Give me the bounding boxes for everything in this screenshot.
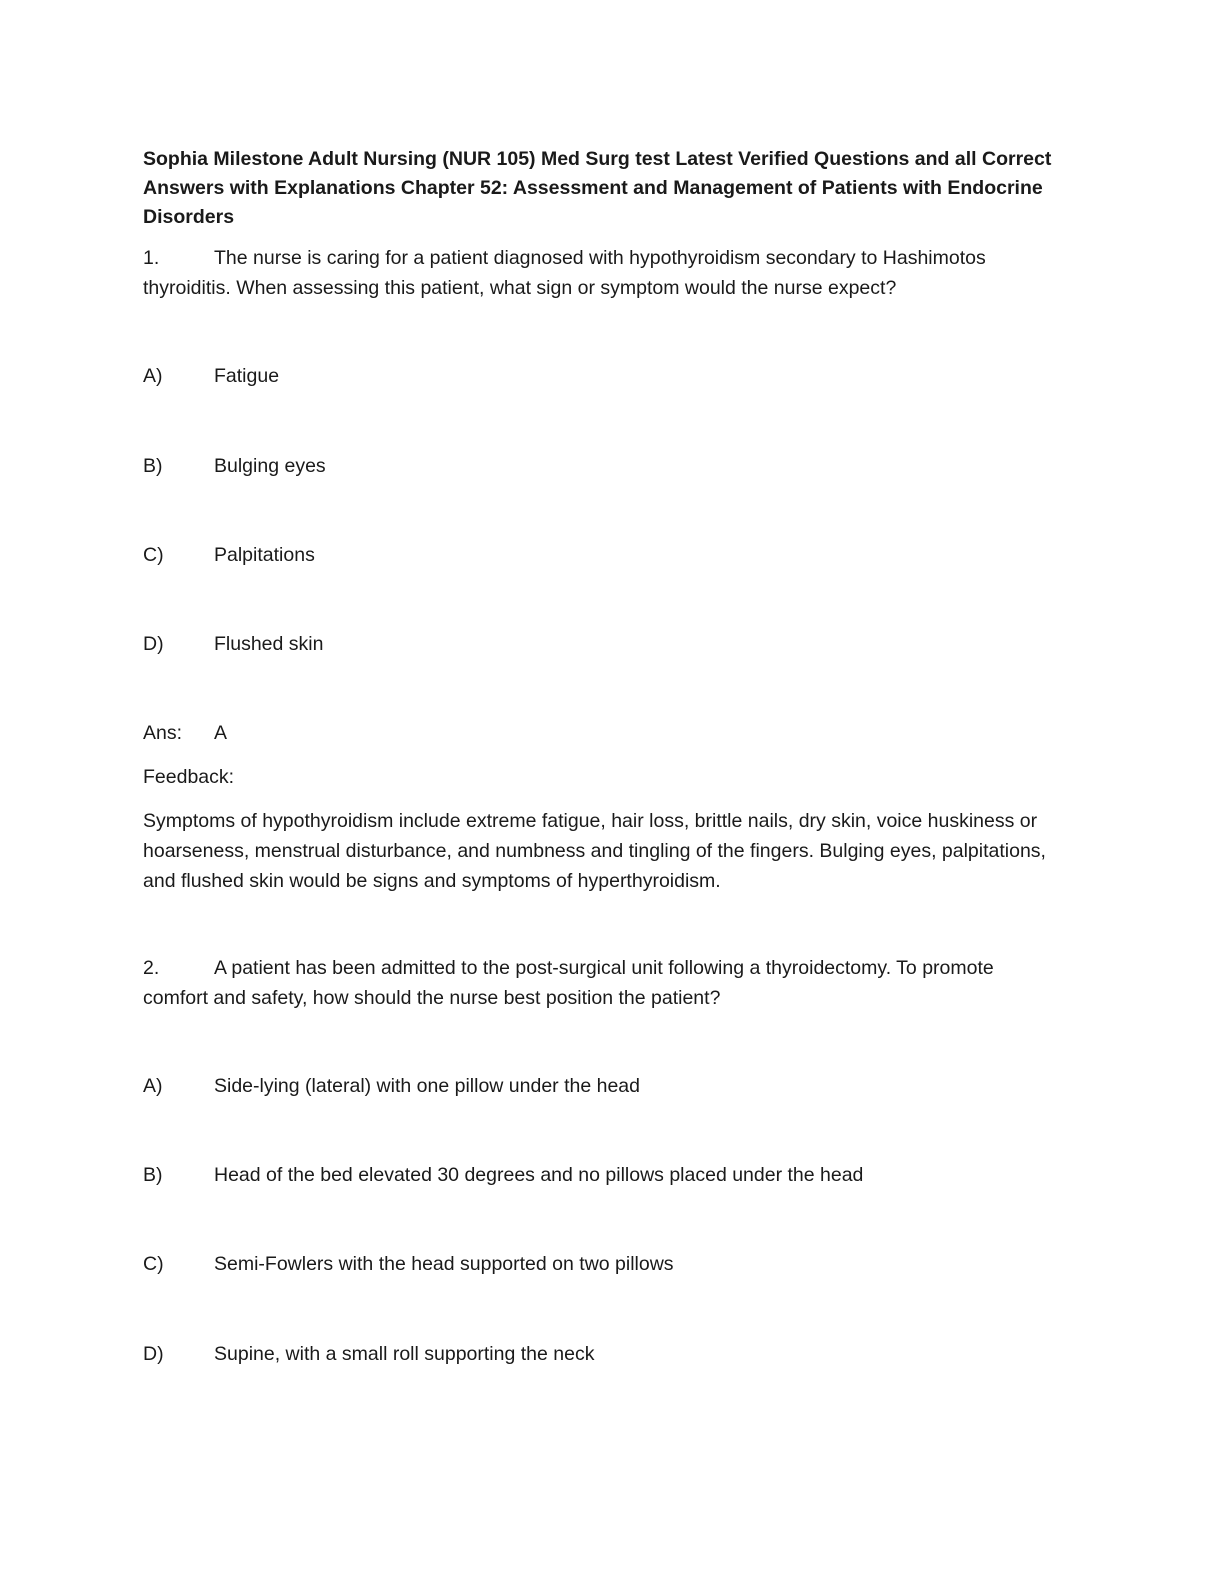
question-1-feedback-label: Feedback: [143, 766, 235, 788]
answer-value: A [214, 722, 228, 744]
question-1-number: 1. [143, 247, 160, 269]
option-text: Bulging eyes [214, 455, 326, 477]
option-text: Semi-Fowlers with the head supported on two pillows [214, 1253, 674, 1275]
option-letter: B) [143, 1164, 163, 1186]
question-2-option-b [143, 1160, 1083, 1190]
question-2-option-d [143, 1339, 1083, 1369]
question-1-feedback-text: Symptoms of hypothyroidism include extreme fatigue, hair loss, brittle nails, dry skin, voice huskiness or hoarseness, menstrual disturbance, and numbness and tingling of the fingers. Bulging eyes, palpitations, and flushed skin would be signs and symptoms of hyperthyroidism. [143, 810, 1046, 892]
question-2-number: 2. [143, 957, 160, 979]
option-text: Palpitations [214, 544, 315, 566]
option-letter: C) [143, 544, 164, 566]
question-2-text-line1: A patient has been admitted to the post-surgical unit following a thyroidectomy. To promote [214, 957, 994, 979]
option-letter: A) [143, 1075, 163, 1097]
option-text: Flushed skin [214, 633, 324, 655]
option-letter: C) [143, 1253, 164, 1275]
option-text: Fatigue [214, 365, 280, 387]
question-1-stem-line1 [143, 243, 1083, 273]
question-2-text-line2: comfort and safety, how should the nurse best position the patient? [143, 987, 721, 1009]
option-text: Supine, with a small roll supporting the neck [214, 1343, 595, 1365]
option-text: Side-lying (lateral) with one pillow under the head [214, 1075, 640, 1097]
question-2-option-a [143, 1071, 1083, 1101]
question-1-answer [143, 718, 1083, 748]
option-letter: A) [143, 365, 163, 387]
question-1-text-line1: The nurse is caring for a patient diagnosed with hypothyroidism secondary to Hashimotos [214, 247, 986, 269]
document-title: Sophia Milestone Adult Nursing (NUR 105) Med Surg test Latest Verified Questions and all Correct Answers with Explanations Chapter 52: Assessment and Management of Patients with Endocrine Disorders [143, 148, 1052, 228]
question-1-option-a [143, 361, 1083, 391]
question-1-option-b [143, 451, 1083, 481]
question-1-text-line2: thyroiditis. When assessing this patient, what sign or symptom would the nurse expect? [143, 277, 897, 299]
question-1-option-c [143, 540, 1083, 570]
question-2-option-c [143, 1249, 1083, 1279]
question-1-option-d [143, 629, 1083, 659]
option-letter: B) [143, 455, 163, 477]
option-text: Head of the bed elevated 30 degrees and no pillows placed under the head [214, 1164, 864, 1186]
answer-label: Ans: [143, 722, 183, 744]
option-letter: D) [143, 1343, 164, 1365]
question-2-stem-line1 [143, 953, 1083, 983]
option-letter: D) [143, 633, 164, 655]
